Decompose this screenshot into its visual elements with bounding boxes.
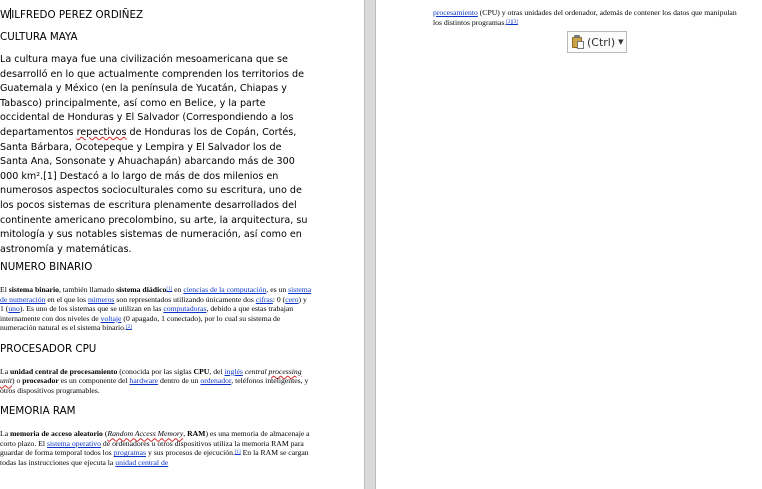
text-run: , teléfonos inteligentes, y otros dispositivos programables. xyxy=(0,376,309,395)
spelling-error-word[interactable]: repectivos xyxy=(76,126,127,138)
author-text: ILFREDO PEREZ ORDIÑEZ xyxy=(11,9,144,21)
bold-term: unidad central de procesamiento xyxy=(10,366,118,376)
text-run: es un componente del xyxy=(58,376,130,386)
link-ingles[interactable]: inglés xyxy=(224,366,243,376)
text-run: , debido a que estas trabajan internamente con dos niveles de xyxy=(0,304,294,323)
text-run: (0 apagado, 1 conectado), por lo cual su sistema de numeración natural es el sistema binario. xyxy=(0,313,281,333)
paragraph-numero-binario xyxy=(0,285,312,333)
author-name xyxy=(0,8,312,22)
text-run: ) o xyxy=(11,376,23,386)
page-gutter xyxy=(364,0,376,489)
document-page-right[interactable] xyxy=(376,0,762,489)
text-run: : 0 ( xyxy=(272,294,286,304)
bold-term: sistema diádico xyxy=(116,285,167,295)
italic-term-spelling: processing unit xyxy=(0,366,302,386)
bold-term: CPU xyxy=(193,366,210,376)
document-page-left[interactable] xyxy=(0,0,364,489)
text-run: , del xyxy=(209,366,225,376)
author-initial: W xyxy=(0,9,11,21)
paste-options-button[interactable] xyxy=(567,31,627,53)
paragraph-memoria-ram xyxy=(0,429,312,467)
link-sistema-numeracion[interactable]: sistema de numeración xyxy=(0,285,312,304)
link-cero[interactable]: cero xyxy=(285,294,299,304)
link-voltaje[interactable]: voltaje xyxy=(100,313,122,323)
text-run: ( xyxy=(102,429,108,439)
link-hardware[interactable]: hardware xyxy=(129,376,159,386)
text-run: y sus procesos de ejecución. xyxy=(146,448,235,458)
clipboard-paste-icon xyxy=(571,35,584,49)
italic-term-spelling: Random Access Memory xyxy=(107,429,184,439)
text-run: , es un xyxy=(266,285,289,295)
text-run: en el que los xyxy=(45,294,88,304)
chevron-down-icon: ▼ xyxy=(618,38,624,46)
link-computadoras[interactable]: computadoras xyxy=(163,304,207,314)
citation-link[interactable]: [1] xyxy=(166,287,173,293)
link-sistema-operativo[interactable]: sistema operativo xyxy=(46,438,101,448)
text-run: son representados utilizando únicamente dos xyxy=(114,294,256,304)
paste-options-label: (Ctrl) xyxy=(587,35,616,49)
text-run: ) y 1 ( xyxy=(0,294,307,314)
text-run: El xyxy=(0,285,9,295)
paragraph-procesador-cpu xyxy=(0,367,312,396)
maya-text-part-1: La cultura maya fue una civilización mesoamericana que se desarrolló en lo que actualmente comprenden los territorios de Guatemala y México (en la península de Yucatán, Chiapas y Tabasco) principalmente, así como en Belice, y la parte occidental de Honduras y El Salvador (Correspondiendo a los departamentos xyxy=(0,54,305,138)
link-numeros[interactable]: números xyxy=(87,294,115,304)
text-run: , xyxy=(183,429,188,439)
heading-cultura-maya: CULTURA MAYA xyxy=(0,31,78,43)
link-programas[interactable]: programas xyxy=(113,448,147,458)
heading-procesador-cpu: PROCESADOR CPU xyxy=(0,342,97,355)
link-unidad-central[interactable]: unidad central de xyxy=(115,457,169,467)
citation-link[interactable]: [1] xyxy=(234,450,241,456)
paragraph-continuation xyxy=(433,8,739,27)
text-run: ) es una memoria de almacenaje a corto plazo. El xyxy=(0,429,310,448)
text-run: dentro de un xyxy=(158,376,201,386)
text-run: ). Es uno de los sistemas que se utilizan en las xyxy=(19,304,164,314)
paragraph-cultura-maya xyxy=(0,53,312,257)
link-ordenador[interactable]: ordenador xyxy=(200,376,232,386)
link-ciencias-computacion[interactable]: ciencias de la computación xyxy=(183,285,267,295)
text-run: (conocida por las siglas xyxy=(117,366,194,376)
maya-text-part-2: de Honduras los de Copán, Cortés, Santa Bárbara, Ocotepeque y Lempira y El Salvador los de Santa Ana, Sonsonate y Ahuachapán) abarcando más de 300 000 km².[1] Destacó a lo largo de más de dos milenios en numerosos aspectos socioculturales como su escritura, uno de los pocos sistemas de escritura plenamente desarrollados del continente americano precolombino, su arte, la arquitectura, su mitología y sus notables sistemas de numeración, así como en astronomía y matemáticas. xyxy=(0,126,308,255)
text-run: en xyxy=(172,285,184,295)
text-run: La xyxy=(0,429,11,439)
link-procesamiento[interactable]: procesamiento xyxy=(433,8,478,17)
link-cifras[interactable]: cifras xyxy=(255,294,273,304)
bold-term: sistema binario xyxy=(8,285,59,295)
heading-numero-binario: NUMERO BINARIO xyxy=(0,261,93,274)
text-run: La xyxy=(0,366,11,376)
link-uno[interactable]: uno xyxy=(8,304,20,314)
bold-term: RAM xyxy=(187,429,206,439)
bold-term: procesador xyxy=(22,376,59,386)
italic-term: central xyxy=(244,366,267,376)
text-run: En la RAM se cargan todas las instrucciones que ejecuta la xyxy=(0,448,309,467)
text-run: de ordenadores u otros dispositivos utiliza la memoria RAM para guardar de forma temporal todos los xyxy=(0,438,304,458)
citation-link[interactable]: [2][3] xyxy=(506,19,518,25)
citation-link[interactable]: [2] xyxy=(125,325,132,331)
bold-term: memoria de acceso aleatorio xyxy=(10,429,103,439)
text-run: , también llamado xyxy=(58,285,117,295)
heading-memoria-ram: MEMORIA RAM xyxy=(0,405,76,418)
page-content[interactable] xyxy=(0,8,312,467)
text-run: (CPU) y otras unidades del ordenador, además de contener los datos que manipulan los distintos programas. xyxy=(433,8,737,27)
